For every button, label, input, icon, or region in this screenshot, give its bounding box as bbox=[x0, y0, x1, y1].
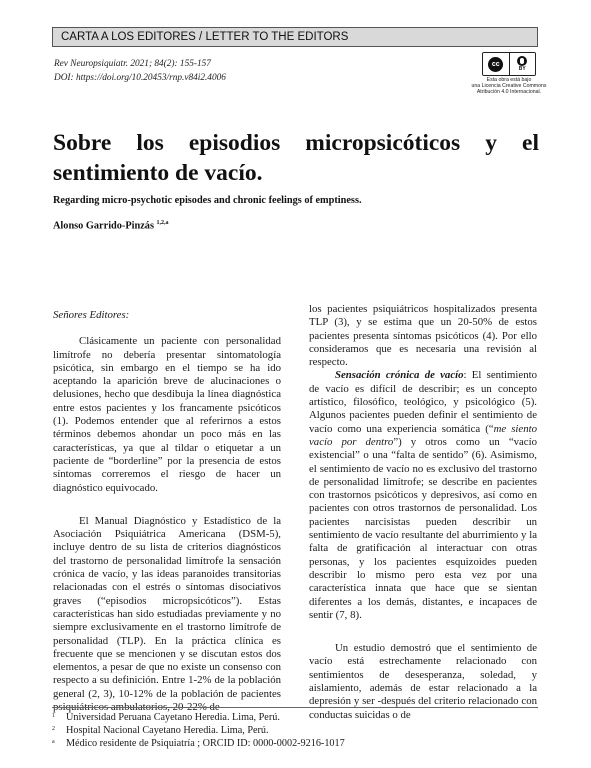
section-label: CARTA A LOS EDITORES / LETTER TO THE EDITORS bbox=[61, 31, 349, 43]
license-note bbox=[470, 77, 548, 96]
section-header-bar bbox=[52, 27, 538, 47]
author-line bbox=[53, 220, 169, 231]
cc-license-block[interactable] bbox=[470, 52, 548, 96]
paragraph-heading: Sensación crónica de vacío bbox=[335, 369, 464, 382]
by-label: BY bbox=[518, 66, 526, 72]
paragraph: El Manual Diagnóstico y Estadístico de la Asociación Psiquiátrica Americana (DSM-5), incluye dentro de su lista de criterios diagnósticos del trastorno de personalidad limítrofe la sensación crónica de vacío, y las ideas paranoides transitorias relacionadas con el estrés o síntomas disociativos graves (“episodios micropsicóticos”). Estas características han sido estudiadas previamente y no siempre exclusivamente en el trastorno limítrofe de personalidad (TLP). En la práctica clínica es frecuente que se mencionen y se discutan estos dos elementos, a pesar de que no existe un consenso con respecto a su definición. Entre 1-2% de la población general (2, 3), 10-12% de la población de pacientes psiquiátricos ambulatorios, 20-22% de bbox=[53, 514, 281, 714]
left-column bbox=[53, 309, 281, 714]
paragraph: los pacientes psiquiátricos hospitalizados presenta TLP (3), y se estima que un 20-50% de estos pacientes presenta síntomas psicóticos (4). Por ello consideramos que es necesaria una revisión al respecto. bbox=[309, 303, 537, 369]
right-column bbox=[309, 303, 537, 722]
paragraph: Clásicamente un paciente con personalidad limítrofe no debería presentar sintomatología psicótica, sin embargo en el tiempo se ha ido aceptando la aparición breve de alucinaciones o delusiones, hecho que desdibuja la línea diagnóstica entre estos pacientes y los francamente psicóticos (1). Podemos entender que al referirnos a estos términos debemos ahondar un poco más en las características, ya que al tildar o etiquetar a un paciente de “borderline” por la presencia de estos síntomas correremos el riesgo de hacer un diagnóstico equivocado. bbox=[53, 335, 281, 494]
footnote-mark: 2 bbox=[52, 725, 55, 732]
author-name: Alonso Garrido-Pinzás bbox=[53, 220, 154, 232]
author-affiliation-marks: 1,2,a bbox=[156, 220, 169, 226]
doi-link[interactable]: DOI: https://doi.org/10.20453/rnp.v84i2.4006 bbox=[54, 73, 226, 83]
footnote-text: Médico residente de Psiquiatría ; ORCID ID: 0000-0002-9216-1017 bbox=[66, 737, 345, 749]
quoted-phrase: me siento vacío por dentro bbox=[309, 422, 537, 448]
paragraph: Un estudio demostró que el sentimiento de vacío está estrechamente relacionado con sentimientos de desesperanza, soledad, y aislamiento, además de estar relacionado a la depresión y ser -después del criterio relacionado con conductas suicidas o de bbox=[309, 642, 537, 721]
paragraph bbox=[309, 369, 537, 622]
footnote bbox=[52, 712, 538, 725]
footnote-text: Universidad Peruana Cayetano Heredia. Lima, Perú. bbox=[66, 712, 280, 723]
footnote bbox=[52, 725, 538, 738]
attribution-person-icon bbox=[517, 56, 527, 66]
article-title: Sobre los episodios micropsicóticos y el sentimiento de vacío. bbox=[53, 130, 539, 186]
journal-citation: Rev Neuropsiquiatr. 2021; 84(2): 155-157 bbox=[54, 59, 211, 69]
footnote-mark: a bbox=[52, 738, 55, 745]
cc-icon: cc bbox=[488, 57, 503, 72]
license-note-line: Atribución 4.0 Internacional. bbox=[476, 89, 542, 96]
footnote-text: Hospital Nacional Cayetano Heredia. Lima, Perú. bbox=[66, 724, 269, 736]
footnote-mark: 1 bbox=[52, 713, 55, 719]
license-note-line: Esta obra está bajo bbox=[486, 77, 532, 83]
salutation: Señores Editores: bbox=[53, 309, 130, 321]
paragraph-text: : El sentimiento de vacío es difícil de describir; es un concepto artístico, filosófico, teológico, y psicológico (5). Algunos pacientes pueden definir el sentimiento de vacío como una experiencia somática (“ bbox=[309, 369, 537, 435]
footnotes bbox=[52, 707, 538, 750]
footnote bbox=[52, 738, 538, 751]
license-note-link[interactable]: una Licencia Creative Commons bbox=[471, 83, 547, 90]
cc-by-logo-icon[interactable] bbox=[482, 52, 536, 76]
article-subtitle: Regarding micro-psychotic episodes and chronic feelings of emptiness. bbox=[53, 195, 362, 206]
paragraph-text: ”) y otros como un “vacío existencial” o una “falta de sentido” (6). Asimismo, el sentimiento de vacío no es exclusivo del trastorno de personalidad limítrofe; se describe en pacientes con trastornos psicóticos y depresivos, así como en pacientes con otros trastornos de personalidad. Los pacientes narcisistas pueden describir un sentimiento de vacío resultante del aburrimiento y la falta de gratificación al interactuar con otras personas, y los pacientes esquizoides pueden describir lo mismo pero esta vez por una característica innata que hace que se sientan diferentes a los demás, distantes, e incapaces de sentir (7, 8). bbox=[309, 435, 537, 621]
